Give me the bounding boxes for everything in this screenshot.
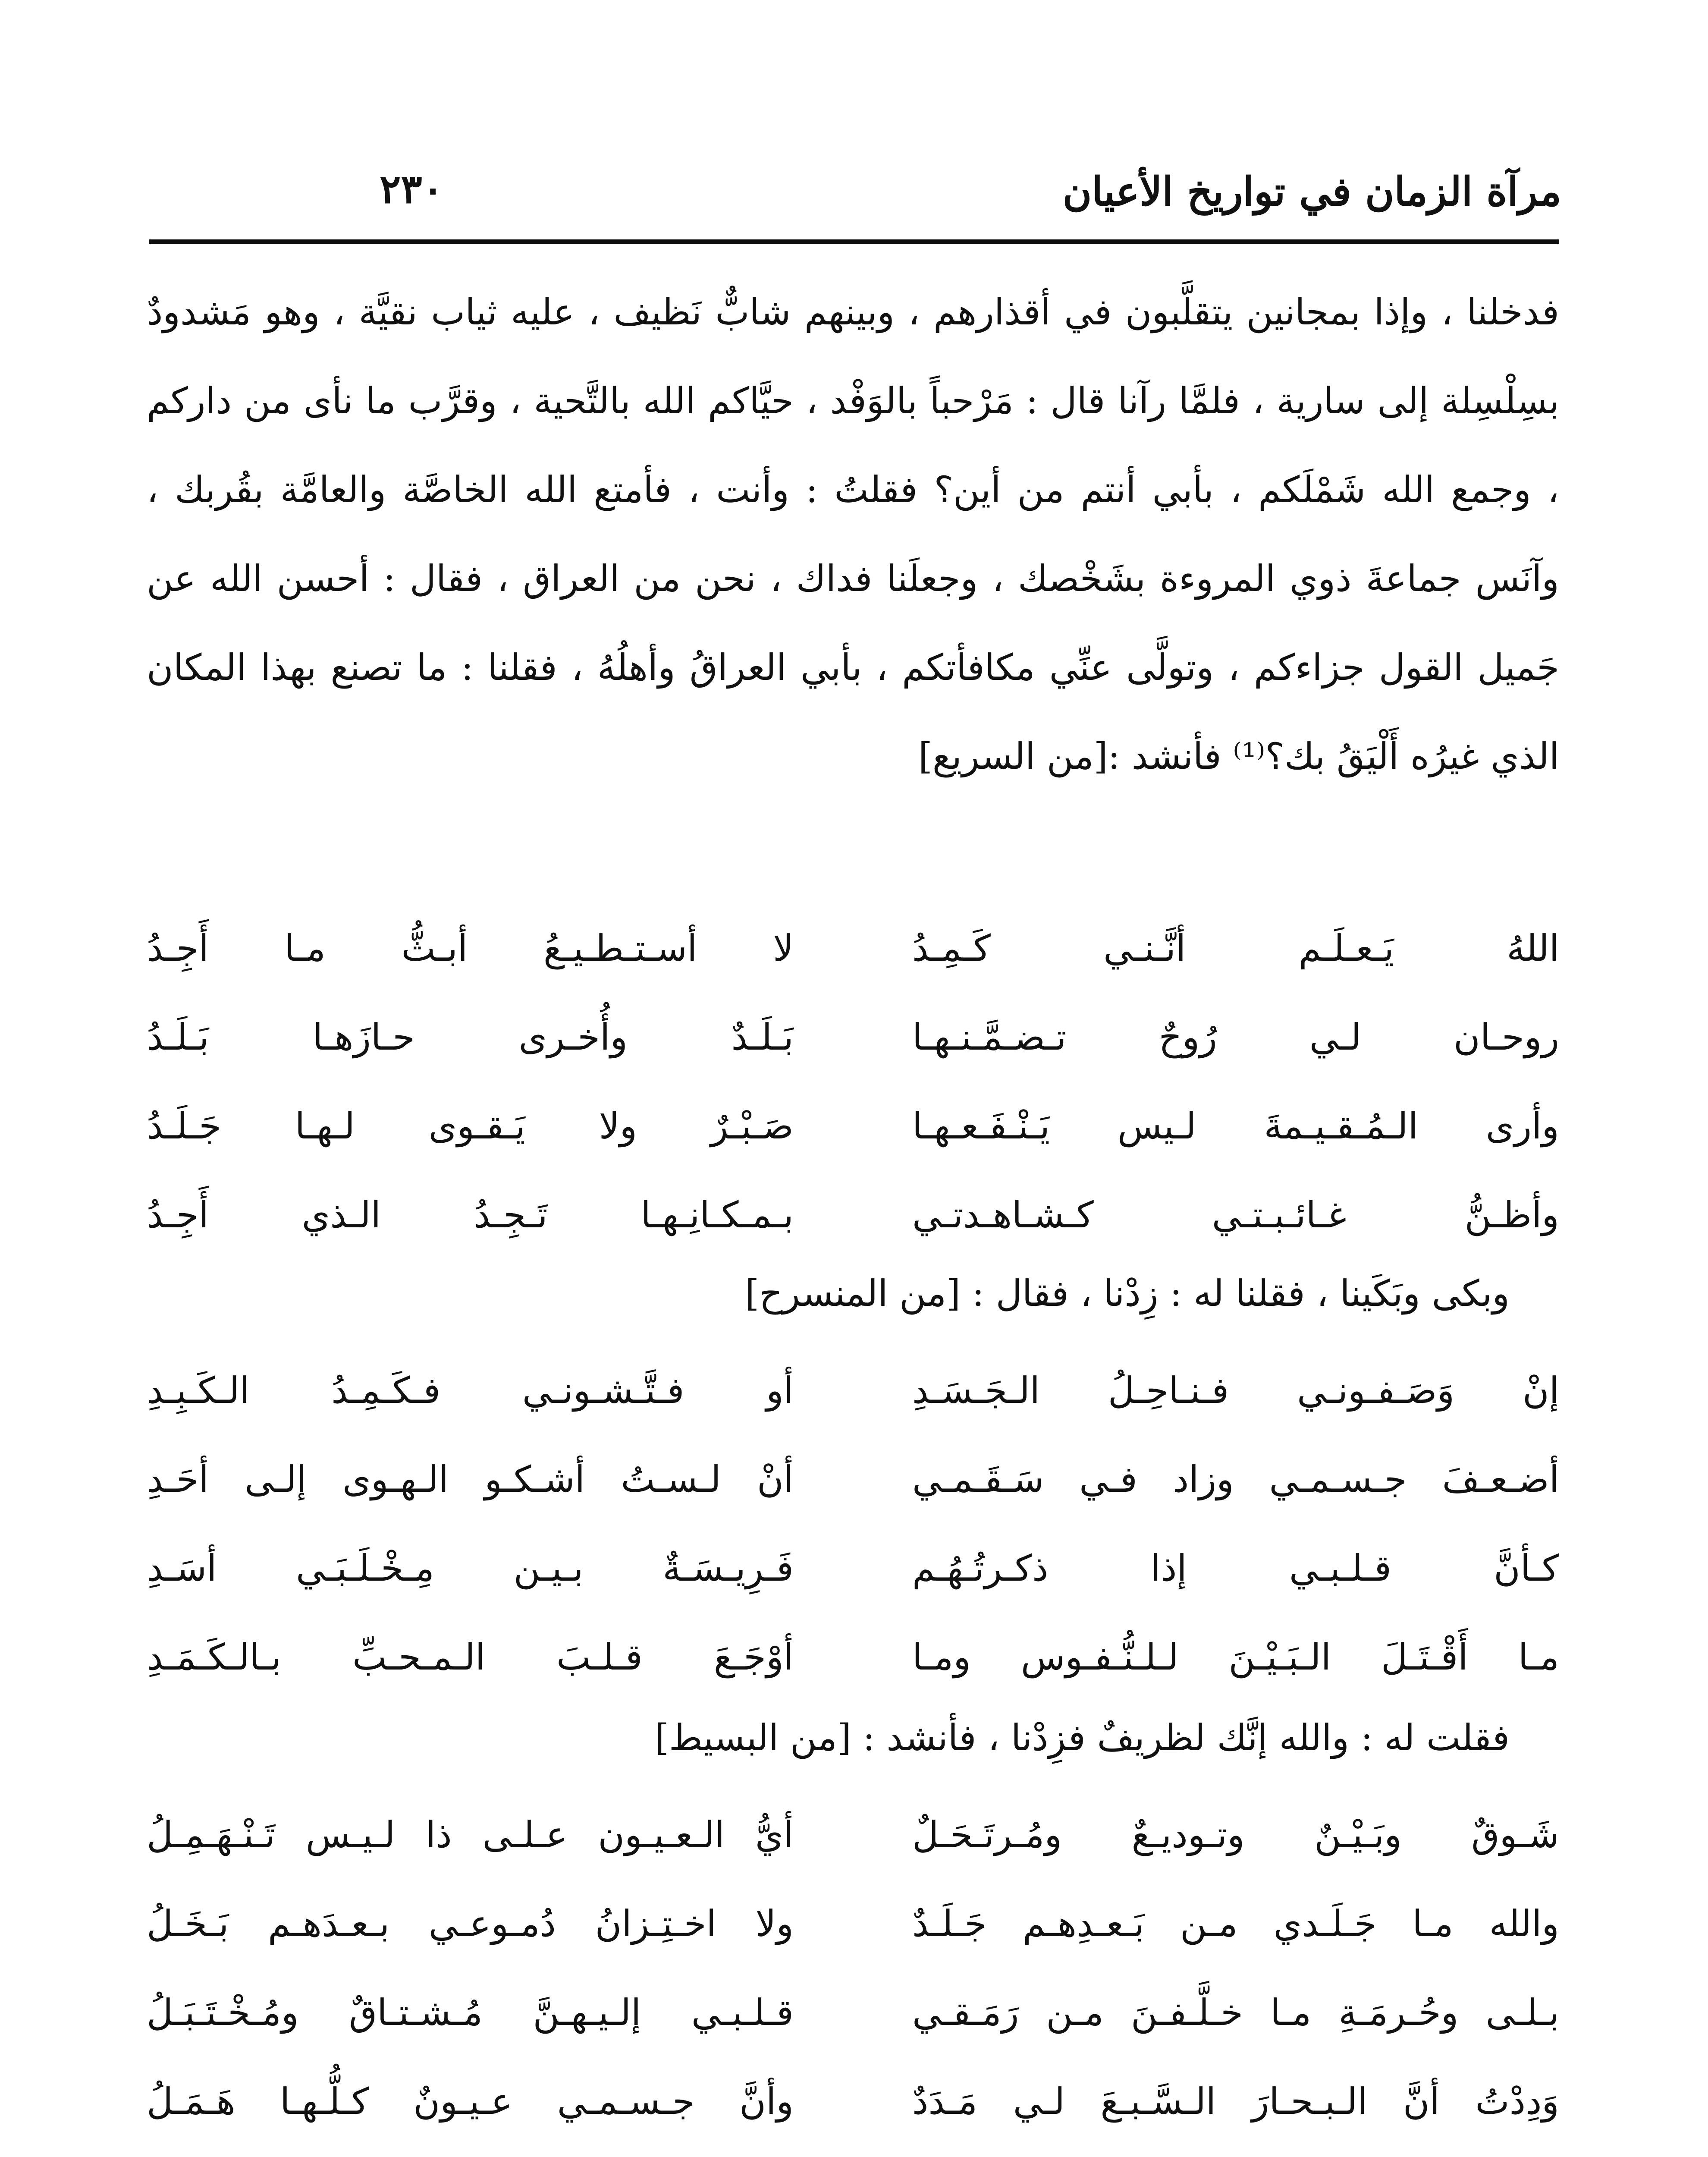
- verse-first-hemistich: اللهُ يَـعـلَـم أنَّـنـي كَـمِـدُ: [912, 927, 1559, 969]
- verse-second-hemistich: فَـرِيـسَـةٌ بـيـن مِـخْـلَـبَـي أسَـدِ: [147, 1547, 794, 1589]
- poem-3-verse-3: [147, 1968, 1559, 2057]
- poem-3-verse-5: [147, 2146, 1559, 2157]
- poem-2: [147, 1346, 1559, 1701]
- verse-second-hemistich: أوْجَـعَ قـلـبَ الـمـحـبِّ بـالـكَـمَـدِ: [147, 1636, 794, 1678]
- poem-3-intro: فقلت له : والله إنَّك لظريفٌ فزِدْنا ، فأنشد : [من البسيط]: [655, 1717, 1510, 1759]
- verse-second-hemistich: وأنَّ جـسـمـي عـيـونٌ كـلُّـهـا هَـمَـلُ: [147, 2080, 794, 2122]
- verse-second-hemistich: قـلـبـي إلـيـهـنَّ مُـشـتـاقٌ ومُـخْـتَـبَـلُ: [147, 1991, 794, 2034]
- verse-first-hemistich: بـلـى وحُـرمَـةِ مـا خـلَّـفـنَ مـن رَمَـقـي: [912, 1991, 1559, 2034]
- poem-2-verse-3: [147, 1524, 1559, 1613]
- paragraph-opening: فدخلنا ، وإذا بمجانين يتقلَّبون في أقذارهم ، وبينهم شابٌّ نَظيف ، عليه ثياب نقيَّة ، وهو مَشدودٌ بسِلْسِلة إلى سارية ، فلمَّا رآنا قال : مَرْحباً بالوَفْد ، حيَّاكم الله بالتَّحية ، وقرَّب ما نأى من داركم ، وجمع الله شَمْلَكم ، بأبي أنتم من أين؟ فقلتُ : وأنت ، فأمتع الله الخاصَّة والعامَّة بقُربك ، وآنَس جماعةَ ذوي المروءة بشَخْصك ، وجعلَنا فداك ، نحن من العراق ، فقال : أحسن الله عن جَميل القول جزاءكم ، وتولَّى عنِّي مكافأتكم ، بأبي العراقُ وأهلُهُ ، فقلنا : ما تصنع بهذا المكان الذي غيرُه أَلْيَقُ بك؟⁽¹⁾ فأنشد :[من السريع]: [147, 291, 1559, 777]
- poem-2-verse-1: [147, 1346, 1559, 1435]
- verse-second-hemistich: أيُّ الـعـيـون عـلـى ذا لـيـس تَـنْـهَـمِـلُ: [147, 1814, 794, 1856]
- verse-first-hemistich: [912, 2146, 1559, 2157]
- poem-1-verse-1: [147, 904, 1559, 993]
- verse-first-hemistich: وَدِدْتُ أنَّ الـبـحـارَ الـسَّـبـعَ لـي مَـدَدٌ: [912, 2080, 1559, 2122]
- verse-first-hemistich: والله مـا جَـلَـدي مـن بَـعـدِهـم جَـلَـدٌ: [912, 1902, 1559, 1945]
- poem-2-verse-2: [147, 1435, 1559, 1524]
- book-title: مرآة الزمان في تواريخ الأعيان: [1062, 168, 1561, 215]
- verse-first-hemistich: وأظـنُّ غـائـبـتـي كـشـاهـدتـي: [912, 1194, 1559, 1236]
- verse-second-hemistich: بَـلَـدٌ وأُخـرى حـازَهـا بَـلَـدُ: [147, 1016, 794, 1058]
- verse-second-hemistich: لا أسـتـطـيـعُ أبـثُّ مـا أَجِـدُ: [147, 927, 794, 969]
- poem-3-verse-4: [147, 2057, 1559, 2146]
- header-rule: [149, 239, 1559, 244]
- page-number: ٢٣٠: [380, 166, 444, 212]
- poem-1-verse-2: [147, 993, 1559, 1082]
- poem-3: [147, 1790, 1559, 2157]
- poem-1-verse-3: [147, 1082, 1559, 1170]
- verse-first-hemistich: وأرى الـمُـقـيـمةَ لـيس يَـنْـفَـعـهـا: [912, 1105, 1559, 1147]
- verse-first-hemistich: روحـان لـي رُوحٌ تـضـمَّـنـهـا: [912, 1016, 1559, 1058]
- verse-second-hemistich: أنْ لـسـتُ أشـكـو الـهـوى إلـى أحَـدِ: [147, 1458, 794, 1500]
- verse-first-hemistich: أضـعـفَ جـسـمـي وزاد فـي سَـقَـمـي: [912, 1458, 1559, 1500]
- verse-second-hemistich: ولا اخـتِـزانُ دُمـوعـي بـعـدَهـم بَـخَـلُ: [147, 1902, 794, 1945]
- poem-2-intro: وبكى وبَكَينا ، فقلنا له : زِدْنا ، فقال : [من المنسرح]: [745, 1272, 1510, 1314]
- running-head: [147, 155, 1561, 220]
- poem-3-verse-1: [147, 1790, 1559, 1879]
- verse-second-hemistich: بـمـكـانِـهـا تَـجِـدُ الـذي أَجِـدُ: [147, 1194, 794, 1236]
- poem-2-verse-4: [147, 1613, 1559, 1701]
- verse-first-hemistich: شَـوقٌ وبَـيْـنٌ وتـوديـعٌ ومُـرتَـحَـلٌ: [912, 1814, 1559, 1856]
- verse-second-hemistich: أو فـتَّـشـونـي فـكَـمِـدُ الـكَـبِـدِ: [147, 1369, 794, 1412]
- poem-1-verse-4: [147, 1170, 1559, 1259]
- poem-1: [147, 904, 1559, 1259]
- poem-3-verse-2: [147, 1879, 1559, 1968]
- verse-second-hemistich: [147, 2146, 794, 2157]
- verse-first-hemistich: مـا أَقْـتَـلَ الـبَـيْـنَ لـلـنُّـفـوس ومـا: [912, 1636, 1559, 1678]
- verse-second-hemistich: صَـبْـرٌ ولا يَـقـوى لـهـا جَـلَـدُ: [147, 1105, 794, 1147]
- verse-first-hemistich: كـأنَّ قـلـبـي إذا ذكـرتُـهُـم: [912, 1547, 1559, 1589]
- verse-first-hemistich: إنْ وَصَـفـونـي فـنـاحِـلُ الـجَـسَـدِ: [912, 1369, 1559, 1412]
